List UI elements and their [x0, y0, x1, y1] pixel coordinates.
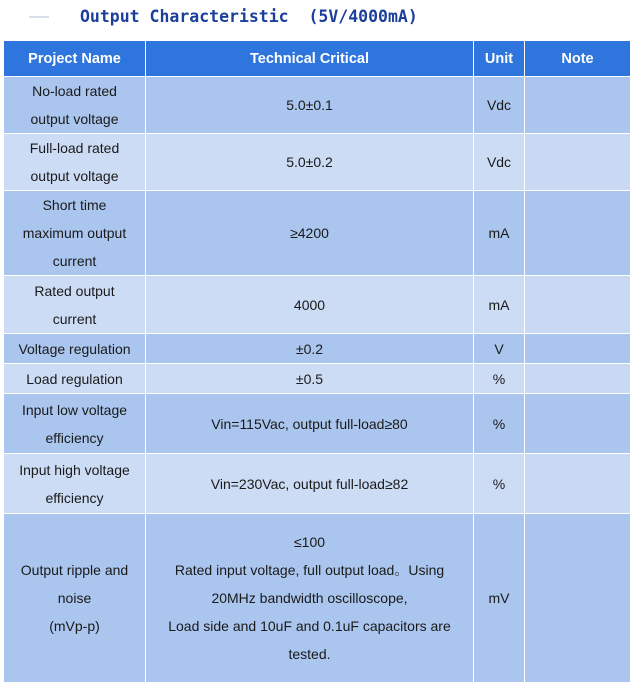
cell-technical-critical: 4000: [146, 276, 474, 334]
cell-technical-critical: Vin=230Vac, output full-load≥82: [146, 454, 474, 514]
spec-table: [3, 40, 631, 683]
table-row: [4, 454, 631, 514]
cell-unit: Vdc: [474, 134, 525, 191]
cell-unit: %: [474, 454, 525, 514]
header-note: Note: [525, 41, 631, 77]
cell-project-name: Input low voltage efficiency: [4, 394, 146, 454]
page-title: Output Characteristic (5V/4000mA): [80, 7, 418, 26]
cell-project-name: Rated output current: [4, 276, 146, 334]
cell-note: [525, 276, 631, 334]
header-row: [4, 41, 631, 77]
cell-project-name: No-load rated output voltage: [4, 77, 146, 134]
cell-project-name: Voltage regulation: [4, 334, 146, 364]
table-row: [4, 276, 631, 334]
cell-technical-critical: ±0.2: [146, 334, 474, 364]
cell-project-name: Short time maximum output current: [4, 191, 146, 276]
cell-unit: mA: [474, 276, 525, 334]
table-row: [4, 334, 631, 364]
cell-note: [525, 364, 631, 394]
cell-technical-critical: ≤100 Rated input voltage, full output load。Using 20MHz bandwidth oscilloscope, Load side and 10uF and 0.1uF capacitors are tested.: [146, 514, 474, 683]
header-technical-critical: Technical Critical: [146, 41, 474, 77]
cell-unit: V: [474, 334, 525, 364]
table-row: [4, 191, 631, 276]
cell-technical-critical: 5.0±0.2: [146, 134, 474, 191]
table-row: [4, 364, 631, 394]
table-row: [4, 77, 631, 134]
cell-note: [525, 514, 631, 683]
table-row: [4, 394, 631, 454]
cell-unit: Vdc: [474, 77, 525, 134]
cell-technical-critical: ≥4200: [146, 191, 474, 276]
cell-note: [525, 394, 631, 454]
cell-unit: mA: [474, 191, 525, 276]
cell-project-name: Output ripple and noise (mVp-p): [4, 514, 146, 683]
cell-note: [525, 334, 631, 364]
header-unit: Unit: [474, 41, 525, 77]
cell-technical-critical: ±0.5: [146, 364, 474, 394]
decorative-mark: [29, 16, 49, 18]
cell-project-name: Input high voltage efficiency: [4, 454, 146, 514]
table-row: [4, 134, 631, 191]
cell-unit: %: [474, 364, 525, 394]
cell-note: [525, 77, 631, 134]
header-project-name: Project Name: [4, 41, 146, 77]
cell-note: [525, 191, 631, 276]
cell-technical-critical: 5.0±0.1: [146, 77, 474, 134]
table-row: [4, 514, 631, 683]
cell-unit: mV: [474, 514, 525, 683]
cell-note: [525, 134, 631, 191]
cell-project-name: Full-load rated output voltage: [4, 134, 146, 191]
cell-technical-critical: Vin=115Vac, output full-load≥80: [146, 394, 474, 454]
cell-project-name: Load regulation: [4, 364, 146, 394]
cell-unit: %: [474, 394, 525, 454]
cell-note: [525, 454, 631, 514]
